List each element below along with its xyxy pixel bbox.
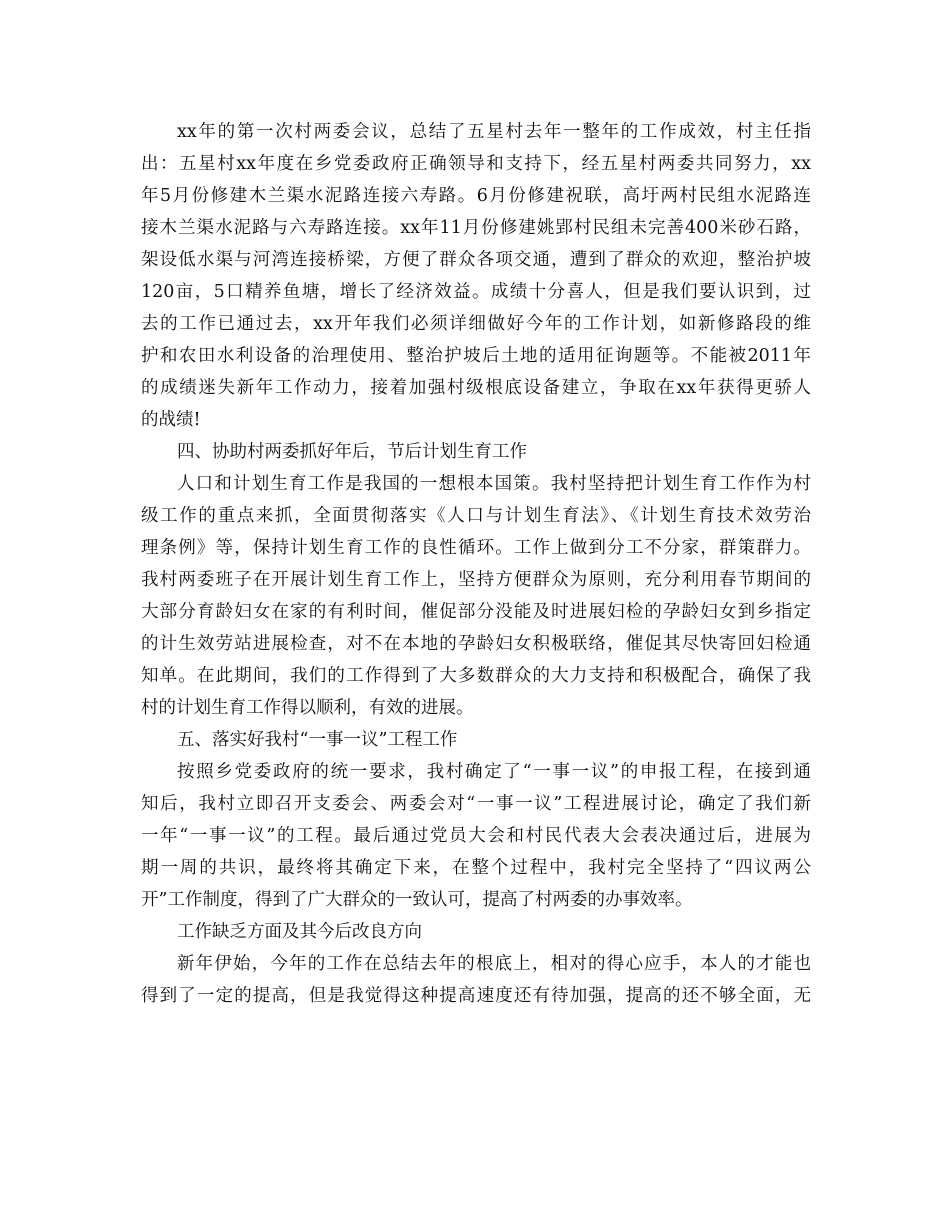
text-line: 知后，我村立即召开支委会、两委会对“一事一议”工程进展讨论，确定了我们新 [141, 794, 811, 814]
text-line: 的战绩! [141, 410, 201, 430]
text-line: 工作缺乏方面及其今后改良方向 [177, 922, 422, 942]
text-line: 知单。在此期间，我们的工作得到了大多数群众的大力支持和积极配合，确保了我 [141, 666, 811, 686]
text-line: 村的计划生育工作得以顺利，有效的进展。 [141, 698, 474, 718]
text-line: 四、协助村两委抓好年后，节后计划生育工作 [177, 442, 527, 462]
text-line: 五、落实好我村“一事一议”工程工作 [177, 730, 458, 750]
text-line: 理条例》等，保持计划生育工作的良性循环。工作上做到分工不分家，群策群力。 [141, 538, 811, 558]
text-line: 人口和计划生育工作是我国的一想根本国策。我村坚持把计划生育工作作为村 [177, 474, 811, 494]
text-line: 开”工作制度，得到了广大群众的一致认可，提高了村两委的办事效率。 [141, 890, 693, 910]
text-line: 的计生效劳站进展检查，对不在本地的孕龄妇女积极联络，催促其尽快寄回妇检通 [141, 634, 811, 654]
text-line: 新年伊始，今年的工作在总结去年的根底上，相对的得心应手，本人的才能也 [177, 954, 811, 974]
document-body [141, 116, 811, 1012]
text-line: 年5月份修建木兰渠水泥路连接六寿路。6月份修建祝联，高圩两村民组水泥路连 [141, 186, 811, 206]
text-line: 出：五星村xx年度在乡党委政府正确领导和支持下，经五星村两委共同努力，xx [141, 154, 811, 174]
text-line: xx年的第一次村两委会议，总结了五星村去年一整年的工作成效，村主任指 [177, 122, 811, 142]
text-line: 一年“一事一议”的工程。最后通过党员大会和村民代表大会表决通过后，进展为 [141, 826, 811, 846]
text-line: 期一周的共识，最终将其确定下来，在整个过程中，我村完全坚持了“四议两公 [141, 858, 811, 878]
text-line: 护和农田水利设备的治理使用、整治护坡后土地的适用征询题等。不能被2011年 [141, 346, 811, 366]
text-line: 架设低水渠与河湾连接桥梁，方便了群众各项交通，遭到了群众的欢迎，整治护坡 [141, 250, 811, 270]
text-line: 接木兰渠水泥路与六寿路连接。xx年11月份修建姚郢村民组未完善400米砂石路， [141, 218, 811, 238]
text-line: 大部分育龄妇女在家的有利时间，催促部分没能及时进展妇检的孕龄妇女到乡指定 [141, 602, 811, 622]
text-line: 120亩，5口精养鱼塘，增长了经济效益。成绩十分喜人，但是我们要认识到，过 [141, 282, 811, 302]
text-line: 去的工作已通过去，xx开年我们必须详细做好今年的工作计划，如新修路段的维 [141, 314, 811, 334]
text-line: 按照乡党委政府的统一要求，我村确定了“一事一议”的申报工程，在接到通 [177, 762, 811, 782]
text-line: 级工作的重点来抓，全面贯彻落实《人口与计划生育法》、《计划生育技术效劳治 [141, 506, 811, 526]
text-line: 得到了一定的提高，但是我觉得这种提高速度还有待加强，提高的还不够全面，无 [141, 986, 811, 1006]
text-line: 的成绩迷失新年工作动力，接着加强村级根底设备建立，争取在xx年获得更骄人 [141, 378, 811, 398]
text-line: 我村两委班子在开展计划生育工作上，坚持方便群众为原则，充分利用春节期间的 [141, 570, 811, 590]
